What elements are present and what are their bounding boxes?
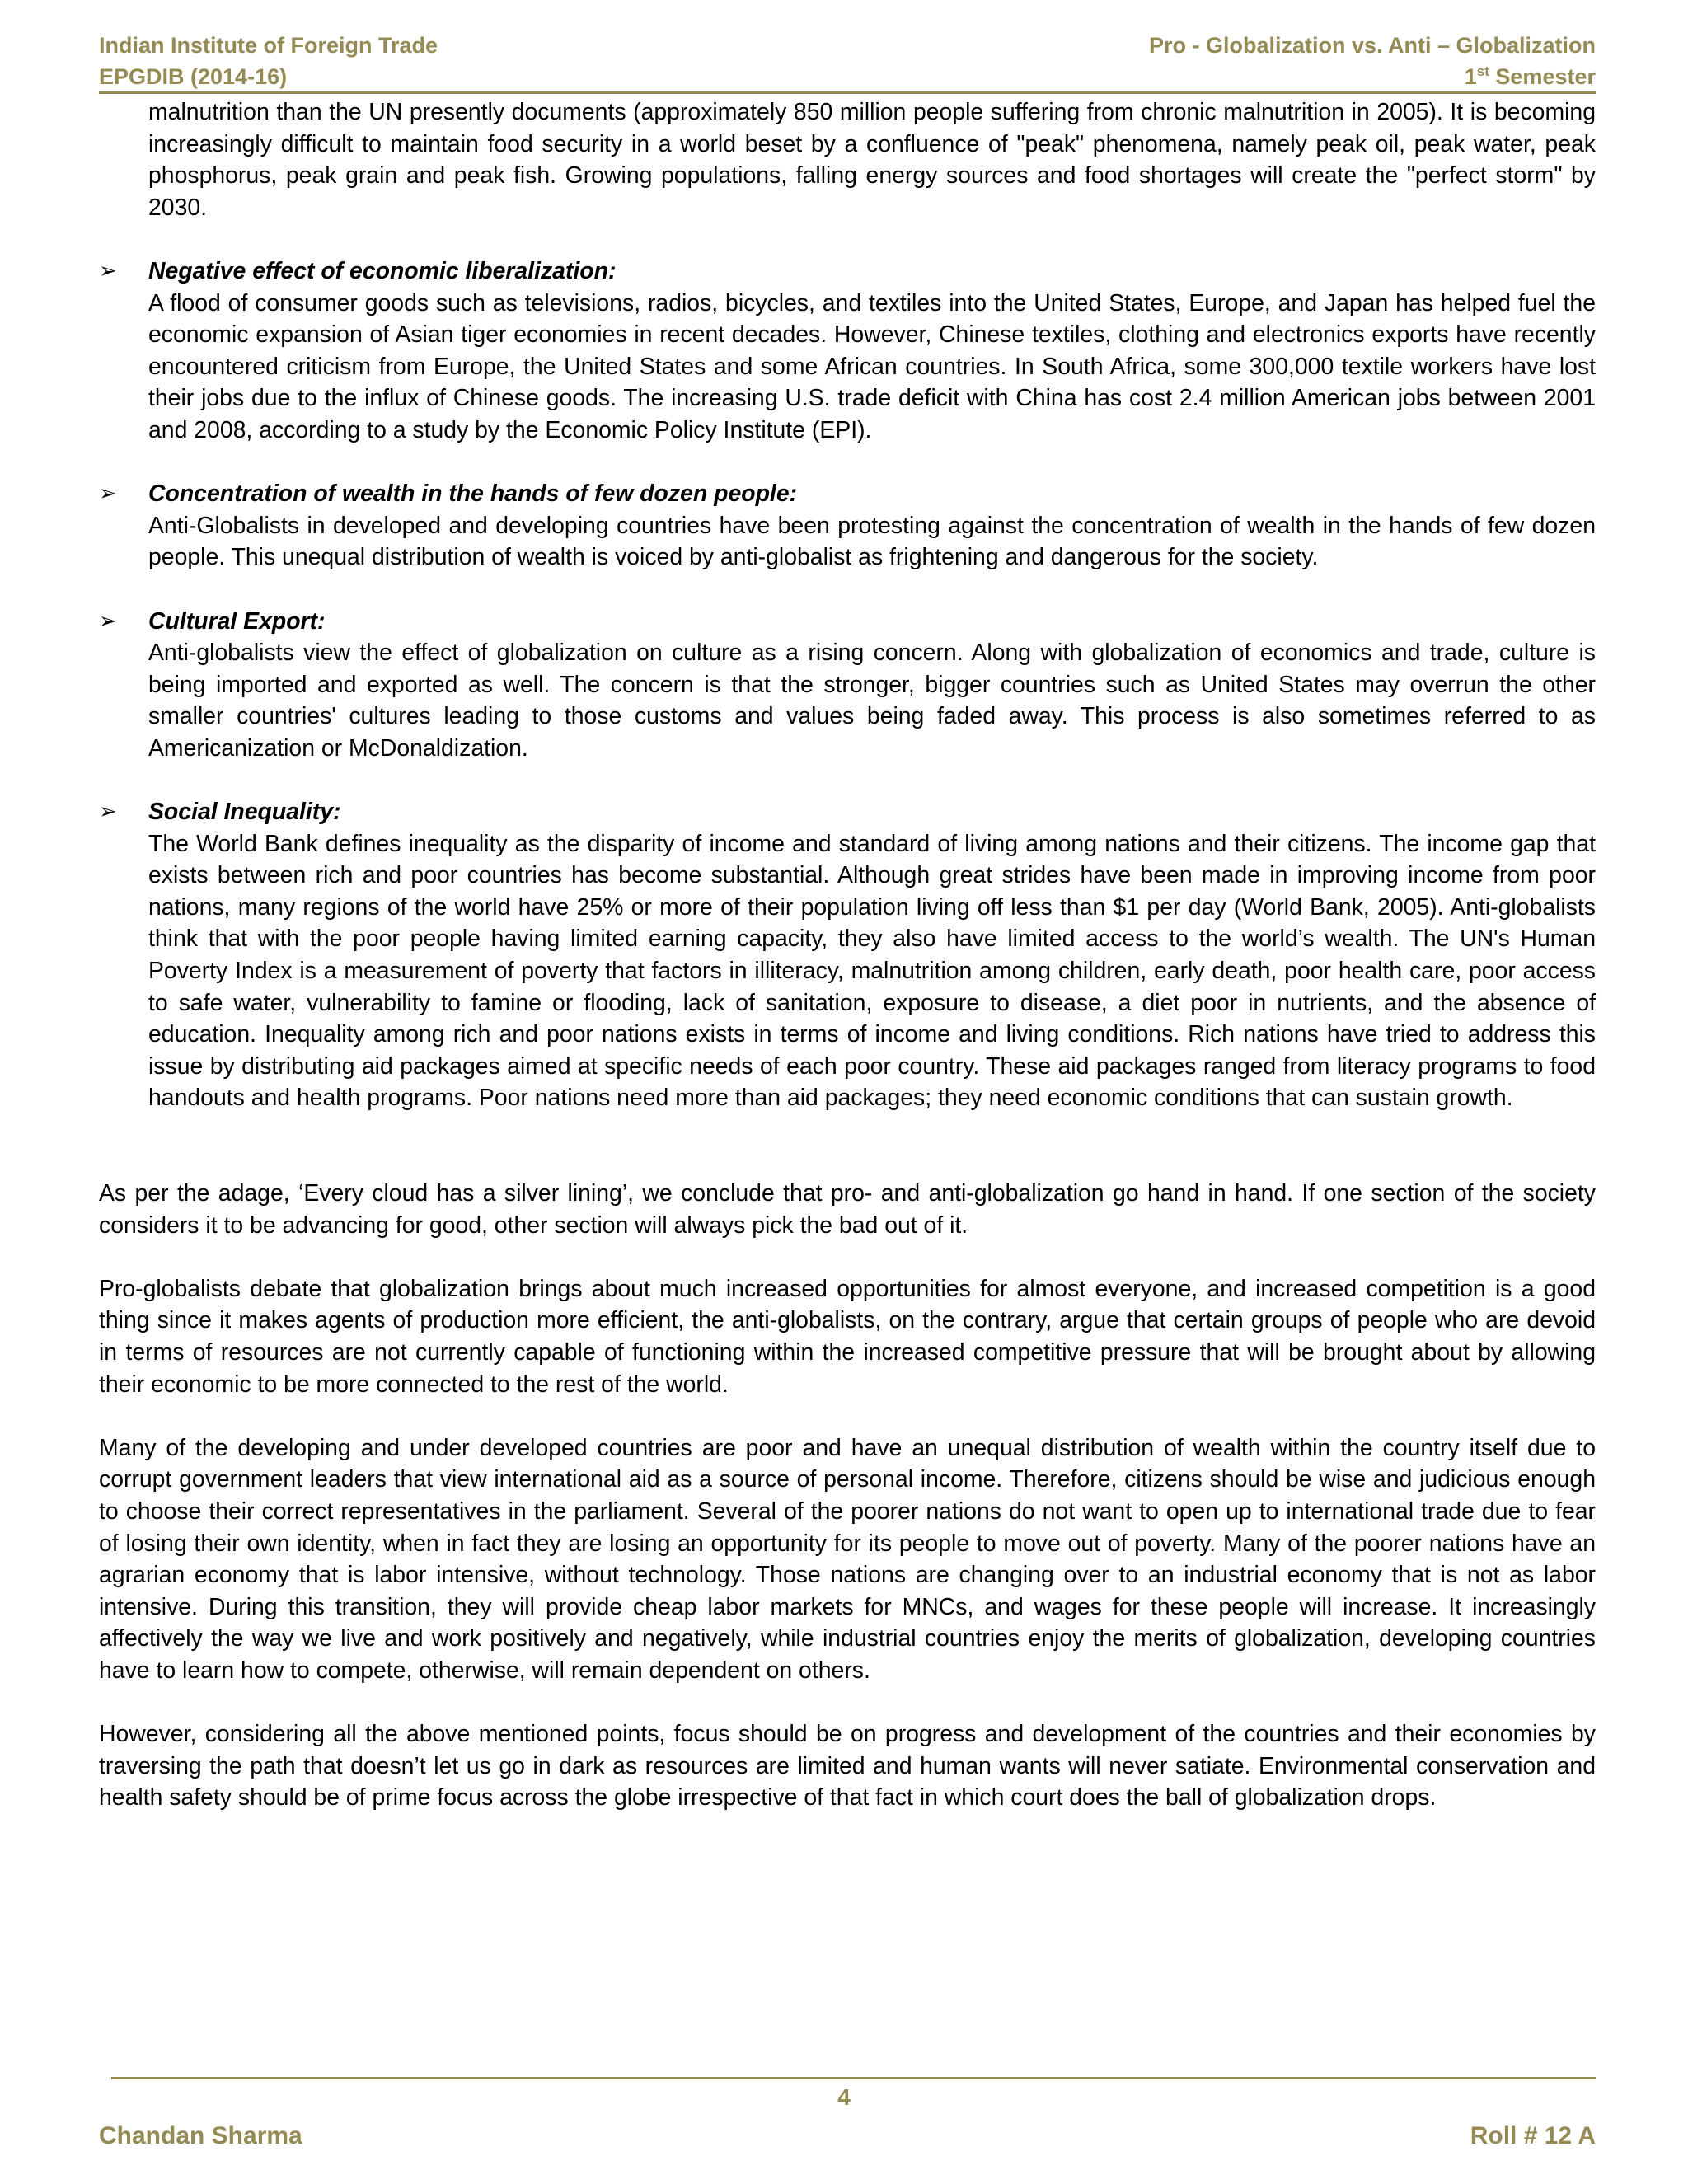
header-divider xyxy=(99,91,1596,94)
bullet-text: A flood of consumer goods such as televisions, radios, bicycles, and textiles into the United States, Europe, and Japan has helped fuel the economic expansion of Asian tiger economies in recent decades. However, Chinese textiles, clothing and electronics exports have recently encountered criticism from Europe, the United States and some African countries. In South Africa, some 300,000 textile workers have lost their jobs due to the influx of Chinese goods. The increasing U.S. trade deficit with China has cost 2.4 million American jobs between 2001 and 2008, according to a study by the Economic Policy Institute (EPI). xyxy=(148,289,1596,443)
semester-suffix: st xyxy=(1476,63,1489,79)
document-title: Pro - Globalization vs. Anti – Globalization xyxy=(1148,33,1596,58)
semester-text: Semester xyxy=(1489,64,1596,89)
bullet-text: Anti-globalists view the effect of globalization on culture as a rising concern. Along with globalization of economics and trade, culture is being imported and exported as well. The concern is that the stronger, bigger countries such as United States may overrun the other smaller countries' cultures leading to those customs and values being faded away. This process is also sometimes referred to as Americanization or McDonaldization. xyxy=(148,640,1596,762)
conclusion-paragraph-4: However, considering all the above mentioned points, focus should be on progress and development of the countries and their economies by traversing the path that doesn’t let us go in dark as resources are limited and human wants will never satiate. Environmental conservation and health safety should be of prime focus across the globe irrespective of that fact in which court does the ball of globalization drops. xyxy=(99,1721,1596,1811)
footer-divider xyxy=(111,2077,1596,2079)
conclusion-paragraph-2: Pro-globalists debate that globalization brings about much increased opportunities for almost everyone, and increased competition is a good thing since it makes agents of production more efficient, the anti-globalists, on the contrary, argue that certain groups of people who are devoid in terms of resources are not currently capable of functioning within the increased competitive pressure that will be brought about by allowing their economic to be more connected to the rest of the world. xyxy=(99,1275,1596,1398)
arrow-bullet-icon: ➢ xyxy=(99,258,117,284)
semester-label xyxy=(1149,61,1596,92)
bullet-heading: Negative effect of economic liberalization: xyxy=(148,257,617,284)
bullet-item-economic-liberalization xyxy=(99,255,1596,447)
page-body xyxy=(99,96,1596,1814)
roll-number: Roll # 12 A xyxy=(1470,2122,1596,2149)
program-name: EPGDIB (2014-16) xyxy=(99,64,288,89)
conclusion-paragraph-1: As per the adage, ‘Every cloud has a silver lining’, we conclude that pro- and anti-globalization go hand in hand. If one section of the society considers it to be advancing for good, other section will always pick the bad out of it. xyxy=(99,1180,1596,1239)
header-right xyxy=(1149,30,1596,92)
bullet-item-social-inequality xyxy=(99,796,1596,1114)
conclusion-paragraph-3: Many of the developing and under developed countries are poor and have an unequal distribution of wealth within the country itself due to corrupt government leaders that view international aid as a source of personal income. Therefore, citizens should be wise and judicious enough to choose their correct representatives in the parliament. Several of the poorer nations do not want to open up to international trade due to fear of losing their own identity, when in fact they are losing an opportunity for its people to move out of poverty. Many of the poorer nations have an agrarian economy that is labor intensive, without technology. Those nations are changing over to an industrial economy that is not as labor intensive. During this transition, they will provide cheap labor markets for MNCs, and wages for these people will increase. It increasingly affectively the way we live and work positively and negatively, while industrial countries enjoy the merits of globalization, developing countries have to learn how to compete, otherwise, will remain dependent on others. xyxy=(99,1434,1596,1684)
bullet-heading: Cultural Export: xyxy=(148,607,326,635)
arrow-bullet-icon: ➢ xyxy=(99,608,117,634)
bullet-heading: Concentration of wealth in the hands of few dozen people: xyxy=(148,480,798,508)
bullet-item-concentration-of-wealth xyxy=(99,478,1596,574)
page-number: 4 xyxy=(837,2084,851,2110)
arrow-bullet-icon: ➢ xyxy=(99,799,117,825)
arrow-bullet-icon: ➢ xyxy=(99,481,117,507)
bullet-item-cultural-export xyxy=(99,606,1596,765)
continuation-paragraph: malnutrition than the UN presently documents (approximately 850 million people suffering from chronic malnutrition in 2005). It is becoming increasingly difficult to maintain food security in a world beset by a confluence of "peak" phenomena, namely peak oil, peak water, peak phosphorus, peak grain and peak fish. Growing populations, falling energy sources and food shortages will create the "perfect storm" by 2030. xyxy=(148,99,1596,221)
bullet-text: Anti-Globalists in developed and developing countries have been protesting against the concentration of wealth in the hands of few dozen people. This unequal distribution of wealth is voiced by anti-globalist as frightening and dangerous for the society. xyxy=(148,512,1596,571)
bullet-heading: Social Inequality: xyxy=(148,799,341,826)
author-name: Chandan Sharma xyxy=(99,2122,302,2149)
bullet-text: The World Bank defines inequality as the disparity of income and standard of living among nations and their citizens. The income gap that exists between rich and poor countries has become substantial. Although great strides have been made in improving income from poor nations, many regions of the world have 25% or more of their population living off less than $1 per day (World Bank, 2005). Anti-globalists think that with the poor people having limited earning capacity, they also have limited access to the world’s wealth. The UN's Human Poverty Index is a measurement of poverty that factors in illiteracy, malnutrition among children, early death, poor health care, poor access to safe water, vulnerability to famine or flooding, lack of sanitation, exposure to disease, a diet poor in nutrients, and the absence of education. Inequality among rich and poor nations exists in terms of income and living conditions. Rich nations have tried to address this issue by distributing aid packages aimed at specific needs of each poor country. These aid packages ranged from literacy programs to food handouts and health programs. Poor nations need more than aid packages; they need economic conditions that can sustain growth. xyxy=(148,830,1596,1112)
header-left xyxy=(99,30,438,92)
semester-number: 1 xyxy=(1464,64,1477,89)
institute-name: Indian Institute of Foreign Trade xyxy=(99,33,438,58)
